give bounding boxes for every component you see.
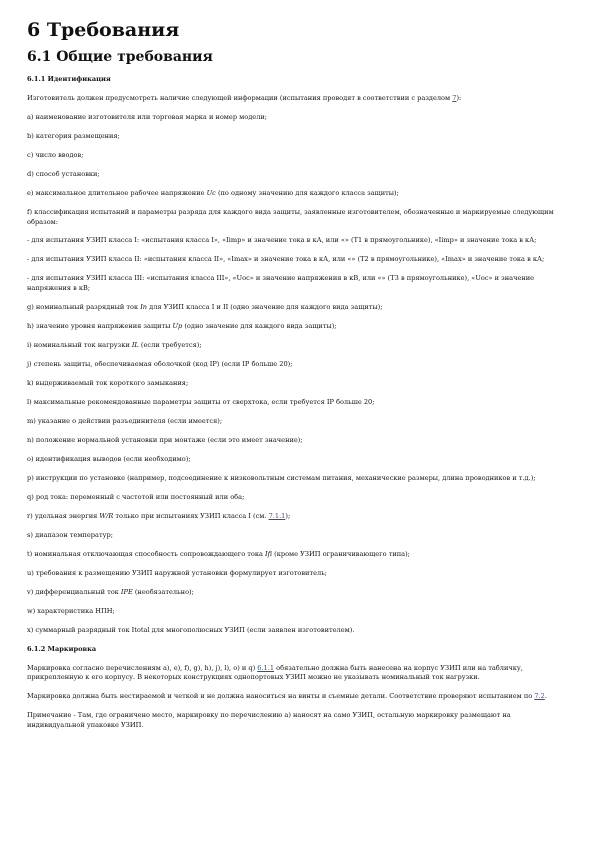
list-item-n: n) положение нормальной установки при монтаже (если это имеет значение); [27, 435, 303, 444]
list-item-p: p) инструкции по установке (например, подсоединение к низковольтным системам питания, механические размеры, длина проводников и т.д.); [27, 473, 536, 482]
list-item-x: x) суммарный разрядный ток Itotal для многополюсных УЗИП (если заявлен изготовителем). [27, 625, 355, 634]
item-r-text: r) удельная энергия [27, 511, 100, 520]
item-v-text-end: (необязательно); [132, 587, 194, 596]
subsection-heading-marking: 6.1.2 Маркировка [27, 644, 97, 653]
list-item-f: f) классификация испытаний и параметры разряда для каждого вида защиты, заявленные изготовителем, обозначенные и маркируемые следующим образом: [27, 207, 554, 226]
list-item-v [27, 588, 570, 598]
item-h-text: h) значение уровня напряжения защиты [27, 322, 173, 331]
list-item-t [27, 550, 570, 560]
list-item-c: c) число вводов; [27, 150, 84, 159]
section-heading: 6.1 Общие требования [27, 49, 213, 65]
item-e-text: e) максимальное длительное рабочее напряжение [27, 188, 207, 197]
section-7-link[interactable]: 7 [452, 94, 457, 102]
marking-2-text-end: . [544, 692, 547, 701]
note-paragraph: Примечание - Там, где ограничено место, маркировку по перечислению a) наносят на само УЗИП, остальную маркировку размещают на индивидуальной упаковке УЗИП. [27, 711, 511, 729]
item-t-symbol: Ifi [265, 549, 273, 558]
clause-6-1-1-link[interactable]: 6.1.1 [257, 663, 275, 672]
item-v-symbol: IPE [120, 587, 133, 596]
item-r-text-end: ); [285, 511, 291, 520]
intro-paragraph [27, 94, 570, 104]
list-item-q: q) род тока: переменный с частотой или постоянный или оба; [27, 492, 245, 501]
item-h-text-end: (одно значение для каждого вида защиты); [182, 322, 337, 331]
item-h-symbol: Up [172, 322, 183, 331]
marking-paragraph-1 [27, 664, 570, 683]
marking-paragraph-2 [27, 692, 570, 702]
list-item-u: u) требования к размещению УЗИП наружной установки формулирует изготовитель; [27, 568, 328, 577]
list-item-a: a) наименование изготовителя или торговая марка и номер модели; [27, 112, 268, 121]
item-e-text-end: (по одному значению для каждого класса защиты); [215, 188, 399, 197]
list-item-w: w) характеристика НПН; [27, 606, 115, 615]
list-item-b: b) категория размещения; [27, 131, 120, 140]
item-i-text-end: (если требуется); [138, 341, 202, 349]
item-i-text: i) номинальный ток нагрузки [27, 341, 132, 349]
item-g-symbol: In [140, 303, 148, 312]
marking-2-text: Маркировка должна быть нестираемой и четкой и не должна наноситься на винты и съемные детали. Соответствие проверяют испытанием по [27, 692, 535, 701]
list-item-l: l) максимальные рекомендованные параметры защиты от сверхтока, если требуется IP больше 20; [27, 397, 375, 406]
list-item-g [27, 303, 570, 313]
item-r-symbol: W/R [99, 511, 114, 520]
page-title: 6 Требования [27, 19, 180, 41]
list-item-k: k) выдерживаемый ток короткого замыкания; [27, 378, 189, 387]
list-item-o: o) идентификация выводов (если необходимо); [27, 454, 191, 463]
clause-7-2-link[interactable]: 7.2 [534, 692, 545, 701]
subsection-heading-identification: 6.1.1 Идентификация [27, 75, 111, 83]
item-v-text: v) дифференциальный ток [27, 587, 121, 596]
item-i-symbol: IL [131, 341, 139, 349]
list-item-f-class3: - для испытания УЗИП класса III: «испытания класса III», «Uoc» и значение напряжения в кВ, или «» (Т3 в прямоугольнике), «Uoc» и значение напряжения в кВ; [27, 274, 535, 293]
marking-1-text: Маркировка согласно перечислениям a), e), f), g), h), j), l), o) и q) [27, 663, 258, 672]
list-item-r [27, 512, 570, 522]
list-item-e [27, 189, 570, 199]
list-item-s: s) диапазон температур; [27, 530, 113, 539]
document-page [27, 18, 570, 740]
list-item-m: m) указание о действии разъединителя (если имеется); [27, 416, 223, 425]
intro-text-end: ): [456, 94, 462, 102]
list-item-i [27, 341, 570, 351]
item-t-text-end: (кроме УЗИП ограничивающего типа); [272, 549, 410, 558]
item-g-text-end: для УЗИП класса I и II (одно значение для каждого вида защиты); [147, 303, 383, 312]
list-item-f-class1: - для испытания УЗИП класса I: «испытания класса I», «Iimp» и значение тока в кА, или «» (Т1 в прямоугольнике), «Iimp» и значение тока в кА; [27, 236, 537, 245]
marking-1-text-end: обязательно должна быть нанесена на корпус УЗИП или на табличку, прикрепленную к его корпусу. В некоторых конструкциях однопортовых УЗИП можно не указывать номинальный ток нагрузки. [27, 663, 523, 682]
list-item-j: j) степень защиты, обеспечиваемая оболочкой (код IP) (если IP больше 20); [27, 359, 293, 368]
list-item-f-class2: - для испытания УЗИП класса II: «испытания класса II», «Imax» и значение тока в кА, или «» (Т2 в прямоугольнике), «Imax» и значение тока в кА; [27, 255, 545, 264]
clause-7-1-1-link[interactable]: 7.1.1 [268, 511, 286, 520]
list-item-h [27, 322, 570, 332]
item-e-symbol: Uc [206, 188, 216, 197]
item-r-text-mid: только при испытаниях УЗИП класса I (см. [113, 511, 269, 520]
intro-text: Изготовитель должен предусмотреть наличие следующей информации (испытания проводят в соответствии с разделом [27, 94, 453, 102]
list-item-d: d) способ установки; [27, 169, 100, 178]
item-g-text: g) номинальный разрядный ток [27, 303, 141, 312]
item-t-text: t) номинальная отключающая способность сопровождающего тока [27, 549, 266, 558]
